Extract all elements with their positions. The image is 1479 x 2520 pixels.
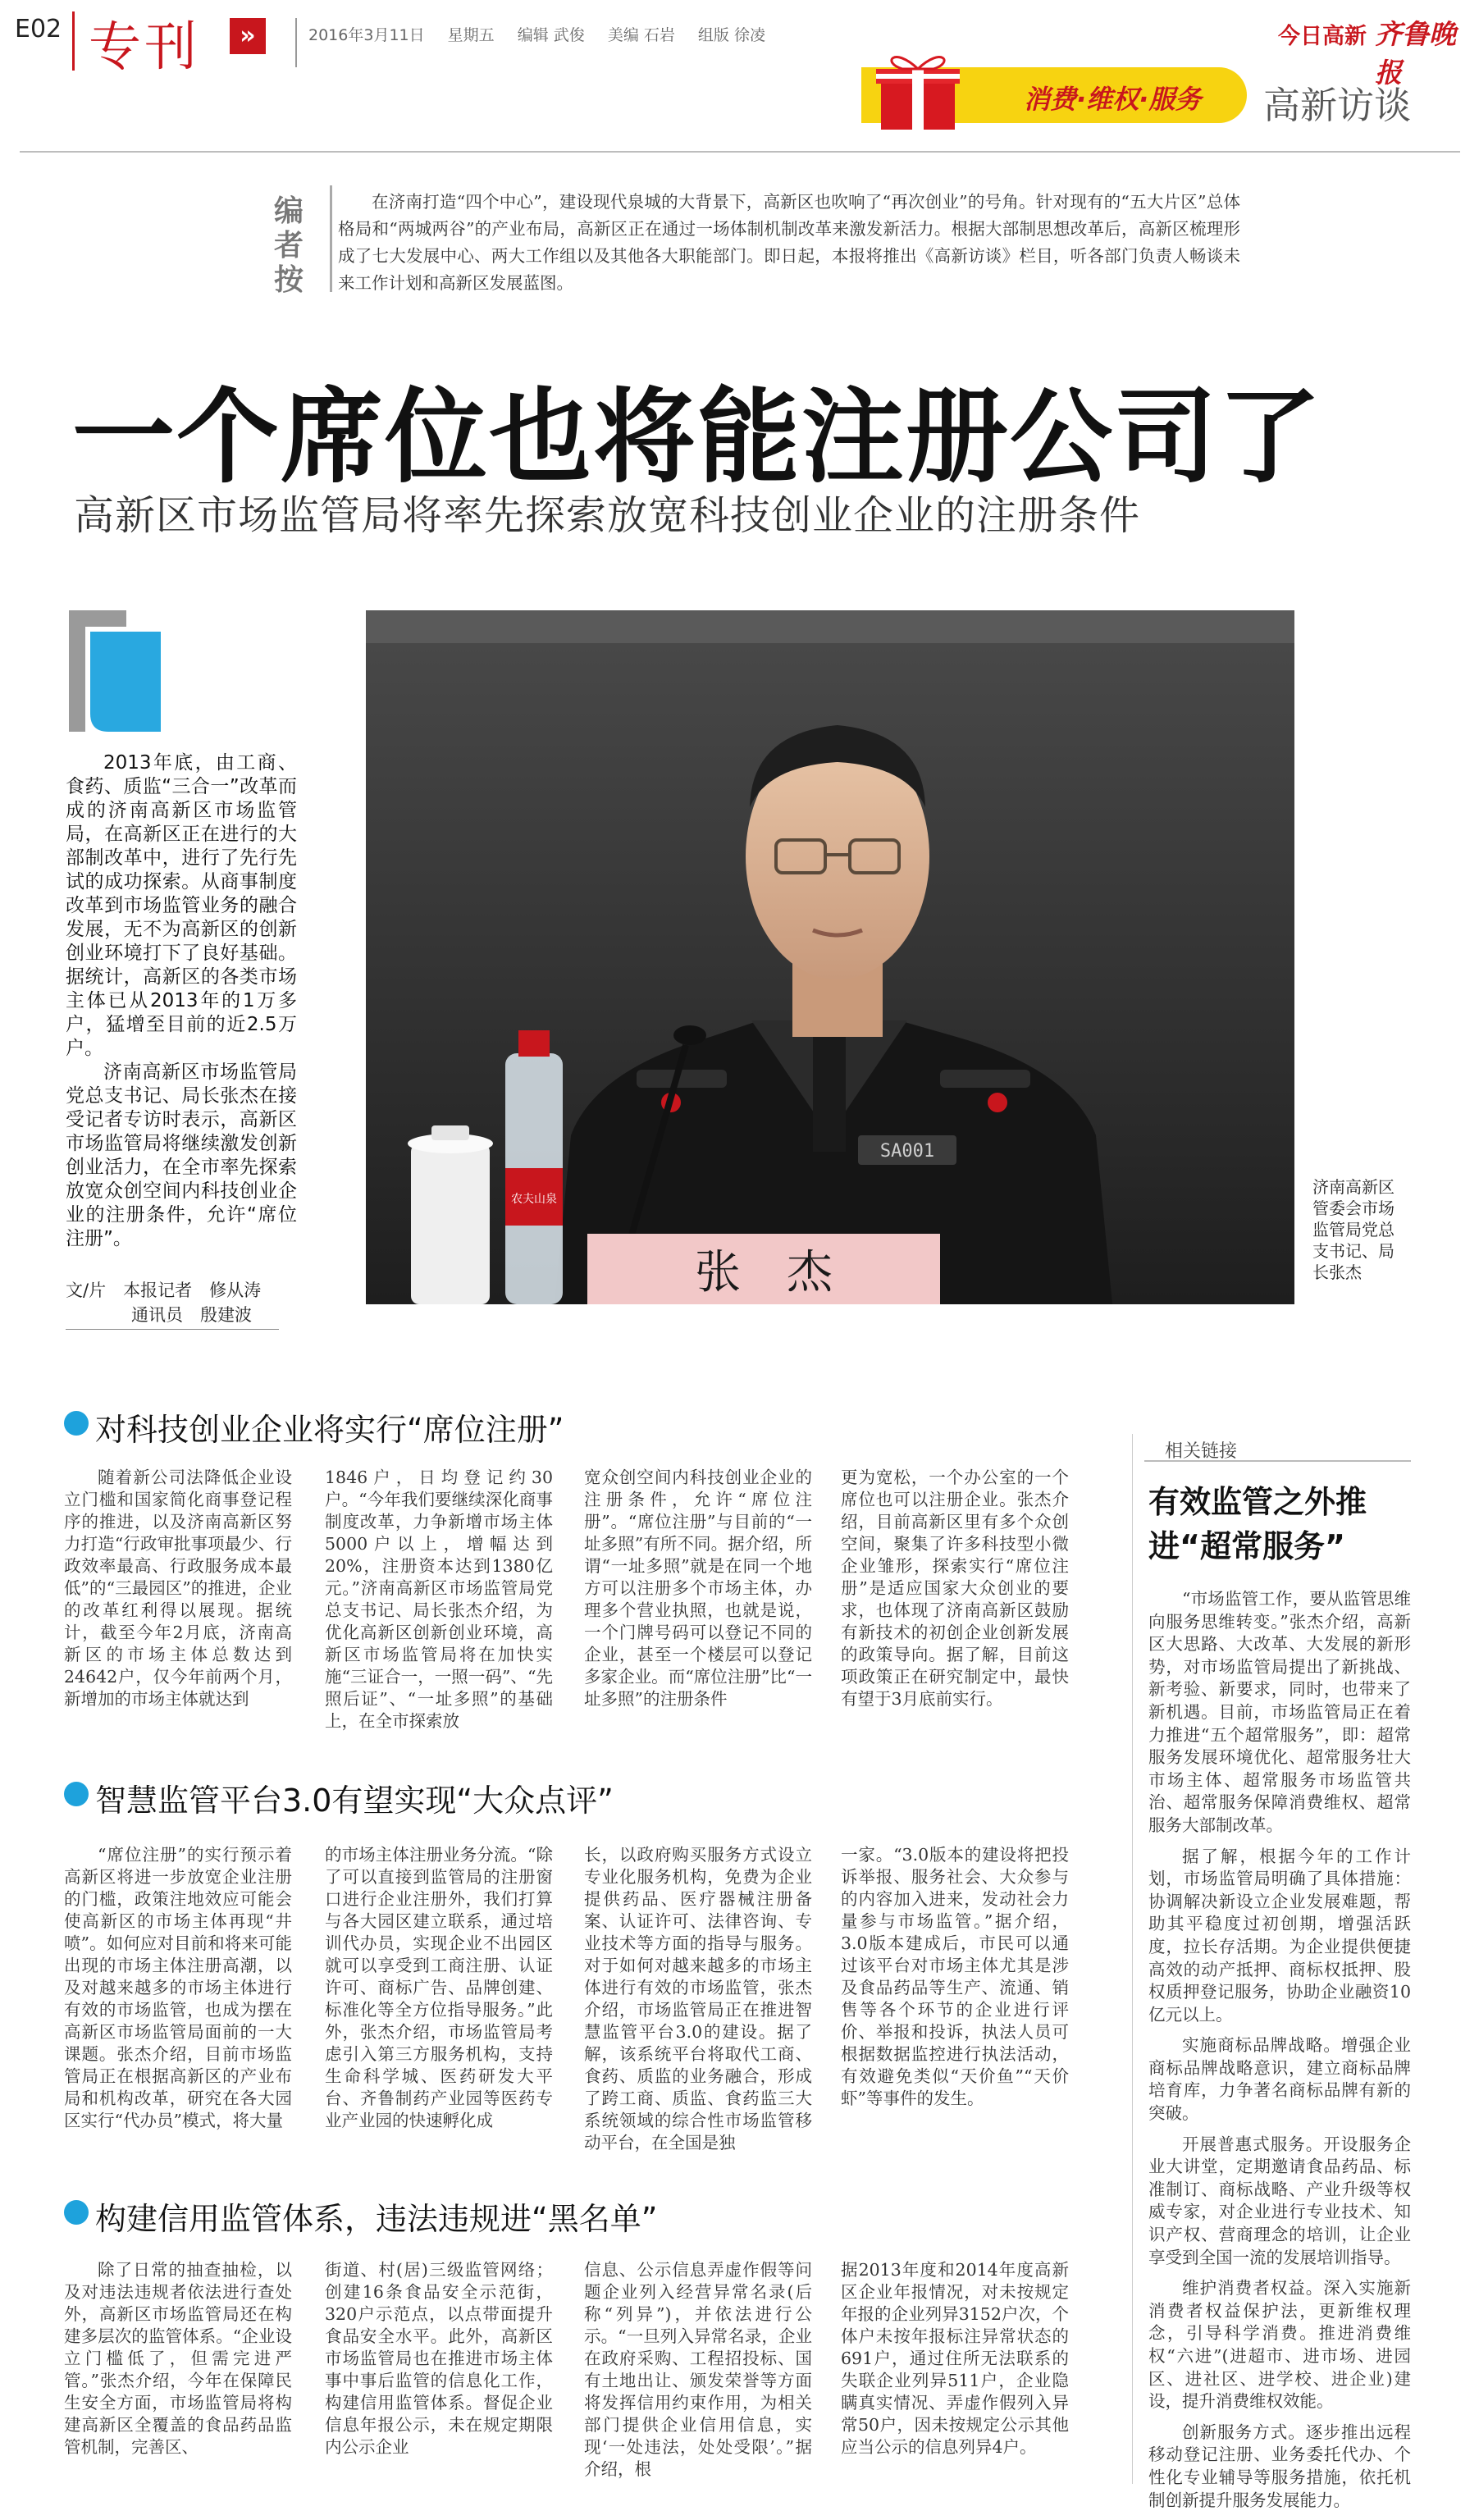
issue-date: 2016年3月11日 (308, 26, 425, 44)
article-column: 宽众创空间内科技创业企业的注册条件，允许“席位注册”。“席位注册”与目前的“一址多照”有所不同。据介绍，所谓“一址多照”就是在同一个地方可以注册多个市场主体，办理多个营业执照，也就是说，一个门牌号码可以登记不同的企业，甚至一个楼层可以登记多家企业。而“席位注册”比“一址多照”的注册条件 (584, 1468, 812, 1709)
lead-paragraph: 2013年底，由工商、食药、质监“三合一”改革而成的济南高新区市场监管局，在高新区正在进行的大部制改革中，进行了先行先试的成功探索。从商事制度改革到市场监管业务的融合发展，无不为高新区的创新创业环境打下了良好基础。据统计，高新区的各类市场主体已从2013年的1万多户，猛增至目前的近2.5万户。 (66, 752, 297, 1059)
related-paragraph: 维护消费者权益。深入实施新消费者权益保护法，更新维权理念，引导科学消费。推进消费维权“六进”(进超市、进市场、进园区、进社区、进学校、进企业)建设，提升消费维权效能。 (1148, 2278, 1411, 2412)
section-title: 构建信用监管体系，违法违规进“黑名单” (95, 2201, 658, 2237)
article-column: 1846户，日均登记约30户。“今年我们要继续深化商事制度改革，力争新增市场主体5000户以上，增幅达到20%，注册资本达到1380亿元。”济南高新区市场监管局党总支书记、局长张杰介绍，为优化高新区创新创业环境，高新区市场监管局将在加快实施“三证合一，一照一码”、“先照后证”、“一址多照”的基础上，在全市探索放 (325, 1468, 553, 1731)
related-paragraph: 实施商标品牌战略。增强企业商标品牌战略意识，建立商标品牌培育库，力争著名商标品牌有新的突破。 (1148, 2035, 1411, 2124)
section-bullet-icon (64, 1411, 89, 1436)
gift-box-icon (870, 46, 966, 135)
double-chevron-icon: » (230, 18, 266, 54)
lead-paragraph: 济南高新区市场监管局党总支书记、局长张杰在接受记者专访时表示，高新区市场监管局将继续激发创新创业活力，在全市率先探索放宽众创空间内科技创业企业的注册条件，允许“席位注册”。 (66, 1061, 297, 1249)
headline: 一个席位也将能注册公司了 (72, 378, 1322, 497)
section-bullet-icon (64, 1782, 89, 1806)
article-column: 据2013年度和2014年度高新区企业年报情况，对未按规定年报的企业列异3152户次，个体户未按年报标注异常状态的691户，通过住所无法联系的失联企业列异511户，企业隐瞒真实情况、弄虚作假列入异常50户，因未按规定公示其他应当公示的信息列异4户。 (841, 2260, 1069, 2457)
article-column: 更为宽松，一个办公室的一个席位也可以注册企业。张杰介绍，目前高新区里有多个众创空间，聚集了许多科技型小微企业雏形，探索实行“席位注册”是适应国家大众创业的要求，也体现了济南高新区鼓励有新技术的初创企业创新发展的政策导向。据了解，目前这项政策正在研究制定中，最快有望于3月底前实行。 (841, 1468, 1069, 1709)
related-paragraph: 创新服务方式。逐步推出远程移动登记注册、业务委托代办、个性化专业辅导等服务措施，依托机制创新提升服务发展能力。 (1148, 2422, 1411, 2510)
banner-slogan: 消费·维权·服务 (1024, 84, 1202, 115)
article-column: “席位注册”的实行预示着高新区将进一步放宽企业注册的门槛，政策注地效应可能会使高新区的市场主体再现“井喷”。如何应对目前和将来可能出现的市场主体注册高潮，以及对越来越多的市场主体进行有效的市场监管，也成为摆在高新区市场监管局面前的一大课题。张杰介绍，目前市场监管局正在根据高新区的产业布局和机构改革，研究在各大园区实行“代办员”模式，将大量 (64, 1845, 292, 2130)
column-name: 高新访谈 (1263, 84, 1412, 127)
news-photo (366, 610, 1294, 1304)
sidebar-divider (1132, 1434, 1133, 2484)
article-column: 信息、公示信息弄虚作假等问题企业列入经营异常名录(后称“列异”)，并依法进行公示。“一旦列入异常名录，企业在政府采购、工程招投标、国有土地出让、颁发荣誉等方面将发挥信用约束作用，为相关部门提供企业信用信息，实现‘一处违法，处处受限’。”据介绍，根 (584, 2260, 812, 2479)
related-paragraph: “市场监管工作，要从监管思维向服务思维转变。”张杰介绍，高新区大思路、大改革、大发展的新形势，对市场监管局提出了新挑战、新考验、新要求，同时，也带来了新机遇。目前，市场监管局正在着力推进“五个超常服务”，即：超常服务发展环境优化、超常服务壮大市场主体、超常服务市场监管共治、超常服务保障消费维权、超常服务大部制改革。 (1148, 1589, 1411, 1835)
photo-illustration (366, 610, 1294, 1304)
uniform-badge: SA001 (879, 1141, 935, 1162)
related-title: 有效监管之外推进“超常服务” (1148, 1484, 1367, 1564)
issue-typesetter: 组版 徐凌 (697, 26, 765, 44)
related-paragraph: 开展普惠式服务。开设服务企业大讲堂，定期邀请食品药品、标准制订、商标战略、产业升级等权威专家，对企业进行专业技术、知识产权、营商理念的培训，让企业享受到全国一流的发展培训指导。 (1148, 2134, 1411, 2267)
article-column: 街道、村(居)三级监管网络；创建16条食品安全示范街，320户示范点，以点带面提升食品安全水平。此外，高新区市场监管局也在推进市场主体事中事后监管的信息化工作，构建信用监管体系。督促企业信息年报公示，未在规定期限内公示企业 (325, 2260, 553, 2457)
top-rule (20, 151, 1460, 153)
bottle-label: 农夫山泉 (511, 1193, 557, 1206)
byline-reporter: 文/片 本报记者 修从涛 (66, 1281, 262, 1300)
nameplate: 张 杰 (695, 1246, 833, 1299)
article-column: 除了日常的抽查抽检，以及对违法违规者依法进行查处外，高新区市场监管局还在构建多层次的监管体系。“企业设立门槛低了，但需完进严管。”张杰介绍，今年在保障民生安全方面，市场监管局将构建高新区全覆盖的食品药品监管机制，完善区、 (64, 2260, 292, 2457)
article-column: 长，以政府购买服务方式设立专业化服务机构，免费为企业提供药品、医疗器械注册备案、认证许可、法律咨询、专业技术等方面的指导与服务。对于如何对越来越多的市场主体进行有效的市场监管，张杰介绍，市场监管局正在推进智慧监管平台3.0的建设。据了解，该系统平台将取代工商、食药、质监的业务融合，形成了跨工商、质监、食药监三大系统领域的综合性市场监管移动平台，在全国是独 (584, 1845, 812, 2152)
related-paragraph: 据了解，根据今年的工作计划，市场监管局明确了具体措施：协调解决新设立企业发展难题，帮助其平稳度过初创期，增强活跃度，拉长存活期。为企业提供便捷高效的动产抵押、商标权抵押、股权质押登记服务，协助企业融资10亿元以上。 (1148, 1846, 1411, 2025)
byline-rule (66, 1329, 279, 1330)
newspaper-logo: 齐鲁晚报 (1375, 18, 1456, 89)
issue-editor: 编辑 武俊 (517, 26, 585, 44)
byline-correspondent: 通讯员 殷建波 (131, 1305, 252, 1325)
section-title: 对科技创业企业将实行“席位注册” (95, 1412, 564, 1448)
lead-paragraphs (66, 751, 297, 1251)
article-column: 的市场主体注册业务分流。“除了可以直接到监管局的注册窗口进行企业注册外，我们打算与各大园区建立联系，通过培训代办员，实现企业不出园区就可以享受到工商注册、认证许可、商标广告、品牌创建、标准化等全方位指导服务。”此外，张杰介绍，市场监管局考虑引入第三方服务机构，支持生命科学城、医药研发大平台、齐鲁制药产业园等医药专业产业园的快速孵化成 (325, 1845, 553, 2130)
editor-note-text: 在济南打造“四个中心”，建设现代泉城的大背景下，高新区也吹响了“再次创业”的号角。针对现有的“五大片区”总体格局和“两城两谷”的产业布局，高新区正在通过一场体制机制改革来激发新活力。根据大部制思想改革后，高新区梳理形成了七大发展中心、两大工作组以及其他各大职能部门。即日起，本报将推出《高新访谈》栏目，听各部门负责人畅谈未来工作计划和高新区发展蓝图。 (338, 192, 1240, 293)
issue-weekday: 星期五 (447, 26, 495, 44)
article-column: 一家。“3.0版本的建设将把投诉举报、服务社会、大众参与的内容加入进来，发动社会力量参与市场监管。”据介绍，3.0版本建成后，市民可以通过该平台对市场主体尤其是涉及食品药品等生产、流通、销售等各个环节的企业进行评价、举报和投诉，执法人员可根据数据监控进行执法活动，有效避免类似“天价鱼”“天价虾”等事件的发生。 (841, 1845, 1069, 2108)
masthead-divider-2 (295, 18, 297, 67)
masthead-divider (72, 11, 75, 71)
section-bullet-icon (64, 2200, 89, 2225)
today-gaoxin-tag: 今日高新 (1278, 24, 1367, 49)
article-column: 随着新公司法降低企业设立门槛和国家简化商事登记程序的推进，以及济南高新区努力打造“行政审批事项最少、行政效率最高、行政服务成本最低”的“三最园区”的推进，企业的改革红利得以展现。据统计，截至今年2月底，济南高新区的市场主体总数达到24642户，仅今年前两个月，新增加的市场主体就达到 (64, 1468, 292, 1709)
page-number: E02 (15, 15, 62, 43)
subheadline: 高新区市场监管局将率先探索放宽科技创业企业的注册条件 (74, 492, 1141, 539)
section-name: 专刊 (89, 17, 200, 78)
editor-note-label: 编者按 (274, 194, 304, 297)
related-link-label: 相关链接 (1165, 1441, 1238, 1462)
photo-caption: 济南高新区管委会市场监管局党总支书记、局长张杰 (1312, 1177, 1395, 1282)
section-title: 智慧监管平台3.0有望实现“大众点评” (95, 1783, 614, 1819)
related-body (1148, 1588, 1411, 2520)
quote-mark-icon (69, 610, 161, 732)
byline (66, 1278, 312, 1327)
issue-info (308, 23, 783, 45)
issue-designer: 美编 石岩 (607, 26, 675, 44)
